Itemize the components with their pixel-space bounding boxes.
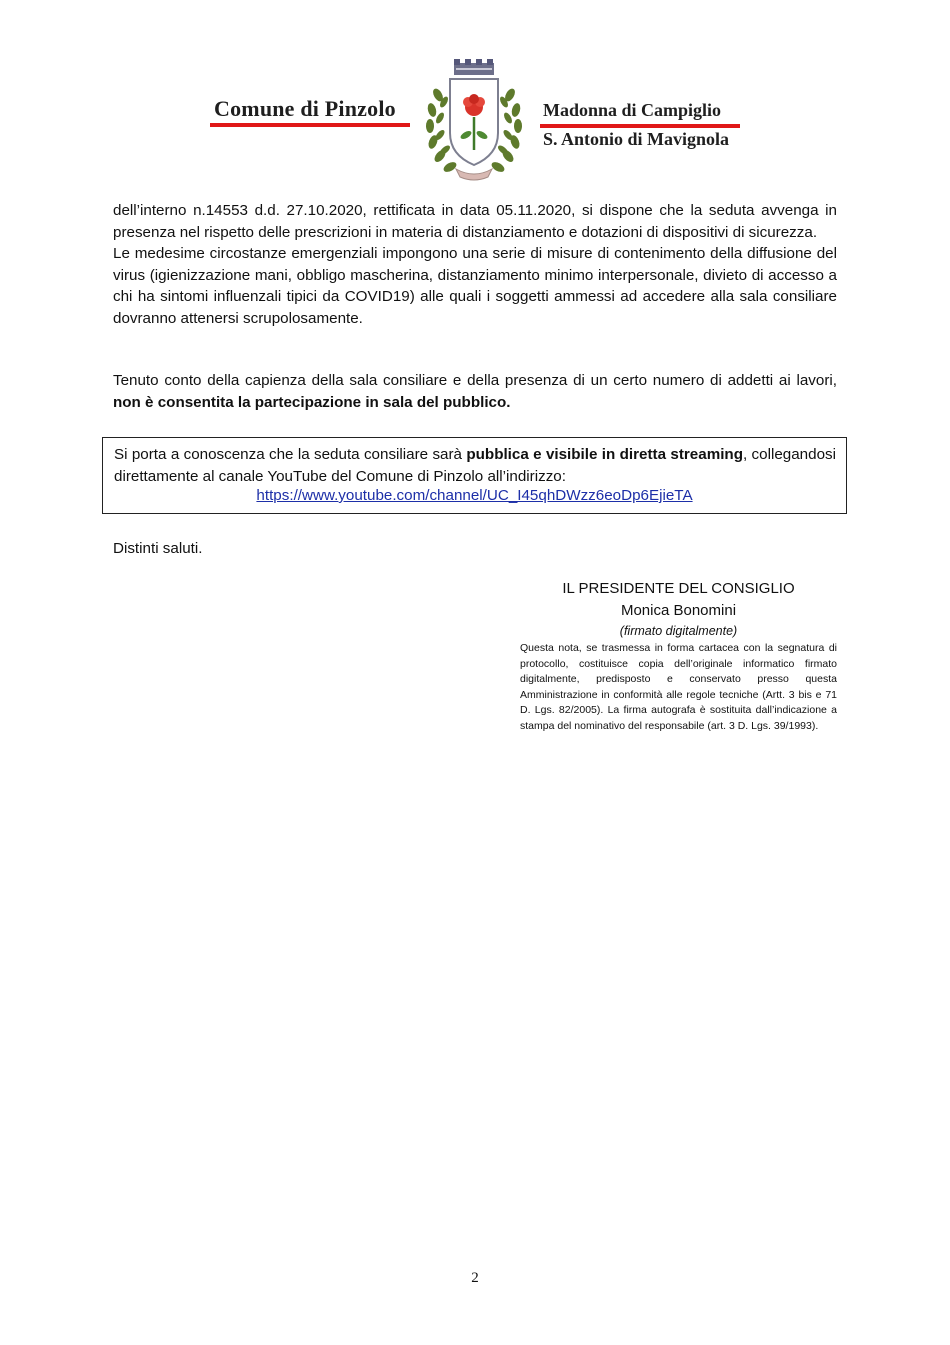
public-not-allowed: non è consentita la partecipazione in sala del pubblico. (113, 393, 511, 411)
red-rule-left (210, 123, 410, 127)
paragraph-safety: dell’interno n.14553 d.d. 27.10.2020, rettificata in data 05.11.2020, si dispone che la seduta avvenga in presenza nel rispetto delle prescrizioni in materia di distanziamento e dotazioni di dispositivi di sicurezza. (113, 202, 837, 241)
signatory-name: Monica Bonomini (620, 602, 737, 619)
red-rule-right (540, 124, 740, 128)
body-paragraph-3 (113, 370, 837, 413)
notice-text-2: , collegandosi direttamente al canale YouTube del Comune di Pinzolo all’indirizzo: (114, 446, 836, 485)
youtube-channel-link[interactable]: https://www.youtube.com/channel/UC_I45qhDWzz6eoDp6EjieTA (256, 487, 693, 504)
municipality-name: Comune di Pinzolo (214, 96, 396, 121)
notice-text-1: Si porta a conoscenza che la seduta consiliare sarà (114, 446, 467, 463)
crown-icon (454, 59, 494, 75)
paragraph-capacity: Tenuto conto della capienza della sala consiliare e della presenza di un certo numero di addetti ai lavori, (113, 372, 837, 389)
closing-salutation: Distinti saluti. (113, 540, 203, 557)
notice-bold: pubblica e visibile in diretta streaming (466, 446, 743, 463)
page-number: 2 (471, 1270, 479, 1286)
coat-of-arms-icon (418, 55, 530, 183)
locality-name-2: S. Antonio di Mavignola (543, 129, 730, 149)
streaming-notice-box (102, 437, 847, 514)
body-paragraph-1 (113, 200, 837, 329)
digital-signature-note: (firmato digitalmente) (619, 624, 738, 638)
paragraph-measures: Le medesime circostanze emergenziali impongono una serie di misure di contenimento della diffusione del virus (igienizzazione mani, obbligo mascherina, distanziamento minimo interpersonale, divieto di accesso a chi ha sintomi influenzali tipici da COVID19) alle quali i soggetti ammessi ad accedere alla sala consiliare dovranno attenersi scrupolosamente. (113, 245, 837, 327)
streaming-notice-text (114, 444, 836, 487)
letterhead (0, 0, 950, 190)
locality-name-1: Madonna di Campiglio (543, 100, 722, 120)
signatory-title: IL PRESIDENTE DEL CONSIGLIO (562, 580, 795, 597)
legal-disclaimer: Questa nota, se trasmessa in forma cartacea con la segnatura di protocollo, costituisce copia dell’originale informatico firmato digitalmente, predisposto e conservato presso questa Amministrazione in conformità alle regole tecniche (Artt. 3 bis e 71 D. Lgs. 82/2005). La firma autografa è sostituita dall’indicazione a stampa del nominativo del responsabile (art. 3 D. Lgs. 39/1993). (520, 642, 837, 732)
ribbon-icon (456, 169, 492, 180)
